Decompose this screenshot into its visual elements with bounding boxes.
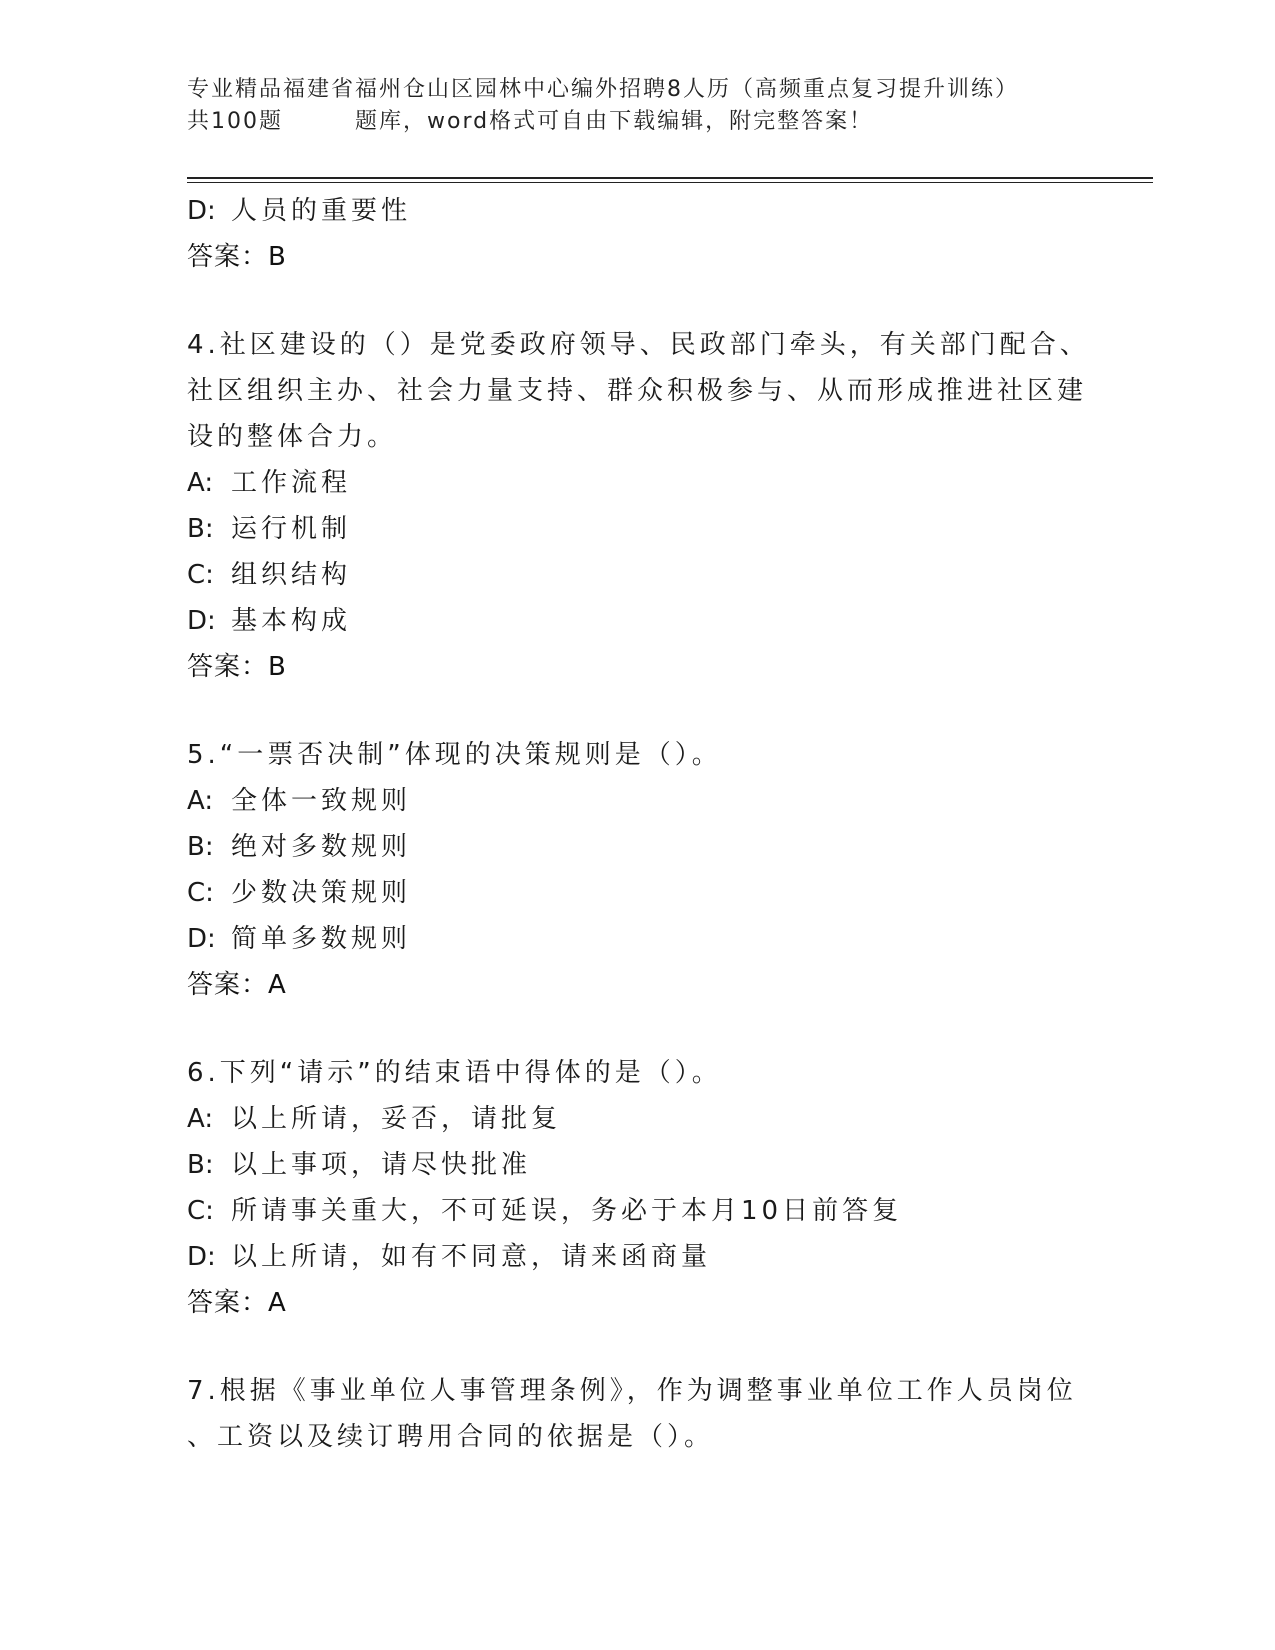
question-count: 共100题 [187, 109, 283, 134]
option-d [187, 916, 1087, 962]
question-6-stem: 6.下列“请示”的结束语中得体的是（）。 [187, 1058, 722, 1088]
option-text: 以上所请，如有不同意，请来函商量 [231, 1242, 712, 1272]
option-text: 基本构成 [231, 606, 352, 636]
header-rule-thin [187, 182, 1153, 183]
question-7-stem-line-2: 、工资以及续订聘用合同的依据是（）。 [187, 1422, 715, 1452]
stem-line: 设的整体合力。 [187, 422, 398, 452]
option-line [187, 188, 1087, 234]
option-c [187, 870, 1087, 916]
option-d [187, 598, 1087, 644]
answer-line: 答案：B [187, 652, 287, 682]
spacer [187, 1326, 1087, 1368]
option-text: 所请事关重大，不可延误，务必于本月10日前答复 [231, 1196, 903, 1226]
spacer [187, 280, 1087, 322]
option-key: D: [187, 1242, 216, 1272]
option-key: B: [187, 832, 214, 862]
option-key: B: [187, 1150, 214, 1180]
header-note: 题库，word格式可自由下载编辑，附完整答案！ [355, 109, 874, 134]
option-b [187, 1142, 1087, 1188]
header-subtitle-line [187, 106, 1087, 138]
option-key: C: [187, 1196, 214, 1226]
stem-line: 4.社区建设的（）是党委政府领导、民政部门牵头，有关部门配合、 [187, 330, 1090, 360]
option-text: 绝对多数规则 [231, 832, 412, 862]
option-key: C: [187, 878, 214, 908]
answer-line: 答案：B [187, 242, 287, 272]
option-a [187, 460, 1087, 506]
option-key: B: [187, 514, 214, 544]
option-c [187, 552, 1087, 598]
question-7-stem-line-1: 7.根据《事业单位人事管理条例》，作为调整事业单位工作人员岗位 [187, 1376, 1077, 1406]
option-text: 工作流程 [231, 468, 352, 498]
option-text: 以上事项，请尽快批准 [231, 1150, 532, 1180]
option-text: 少数决策规则 [231, 878, 412, 908]
option-d [187, 1234, 1087, 1280]
spacer [187, 690, 1087, 732]
option-b [187, 824, 1087, 870]
answer-line: 答案：A [187, 970, 287, 1000]
option-text: 运行机制 [231, 514, 352, 544]
question-4-stem [187, 322, 1090, 460]
option-text: 以上所请，妥否，请批复 [231, 1104, 562, 1134]
option-a [187, 1096, 1087, 1142]
option-a [187, 778, 1087, 824]
option-text: 人员的重要性 [231, 196, 412, 226]
option-key: D: [187, 196, 216, 226]
page-header [187, 74, 1087, 138]
header-title-line: 专业精品福建省福州仓山区园林中心编外招聘8人历（高频重点复习提升训练） [187, 77, 1019, 102]
header-rule-thick [187, 177, 1153, 179]
option-key: A: [187, 1104, 214, 1134]
question-5-stem: 5.“一票否决制”体现的决策规则是（）。 [187, 740, 722, 770]
option-b [187, 506, 1087, 552]
option-text: 简单多数规则 [231, 924, 412, 954]
option-key: A: [187, 468, 214, 498]
option-text: 组织结构 [231, 560, 352, 590]
option-c [187, 1188, 1087, 1234]
option-text: 全体一致规则 [231, 786, 412, 816]
answer-line: 答案：A [187, 1288, 287, 1318]
question-content [187, 188, 1090, 1460]
stem-line: 社区组织主办、社会力量支持、群众积极参与、从而形成推进社区建 [187, 376, 1088, 406]
option-key: D: [187, 606, 216, 636]
spacer [187, 1008, 1087, 1050]
option-key: A: [187, 786, 214, 816]
option-key: C: [187, 560, 214, 590]
option-key: D: [187, 924, 216, 954]
